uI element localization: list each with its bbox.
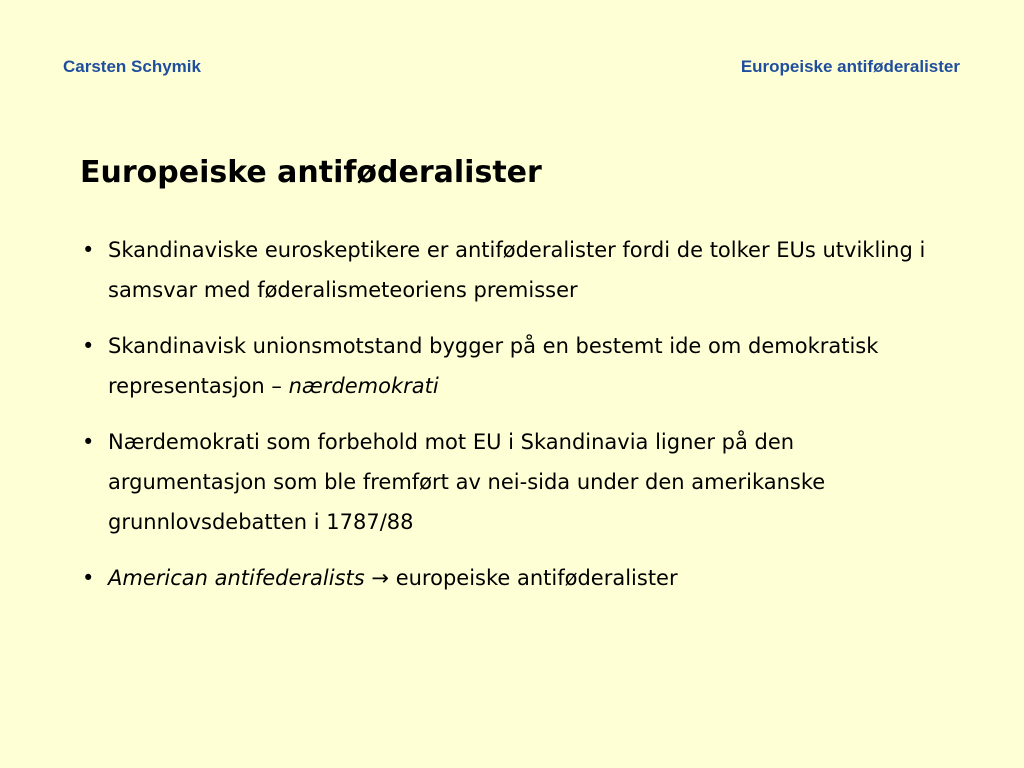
header-topic: Europeiske antiføderalister [740,57,960,76]
bullet-marker: • [82,566,95,590]
bullet-marker: • [82,334,95,358]
bullet-item [80,558,950,598]
bullet-text: europeiske antiføderalister [389,566,678,590]
arrow-right-icon: → [371,566,390,590]
header-author: Carsten Schymik [63,57,201,76]
bullet-marker: • [82,238,95,262]
bullet-emphasis: American antifederalists [108,566,365,590]
bullet-emphasis: nærdemokrati [288,374,439,398]
bullet-text: Nærdemokrati som forbehold mot EU i Skandinavia ligner på den argumentasjon som ble fremført av nei-sida under den amerikanske grunnlovsdebatten i 1787/88 [108,430,826,534]
bullet-list [80,230,950,614]
bullet-text: Skandinavisk unionsmotstand bygger på en bestemt ide om demokratisk representasjon – [108,334,879,398]
bullet-marker: • [82,430,95,454]
slide-title: Europeiske antiføderalister [80,155,542,190]
bullet-text: Skandinaviske euroskeptikere er antiføderalister fordi de tolker EUs utvikling i samsvar med føderalismeteoriens premisser [108,238,926,302]
bullet-item [80,422,950,542]
bullet-item [80,230,950,310]
bullet-item [80,326,950,406]
